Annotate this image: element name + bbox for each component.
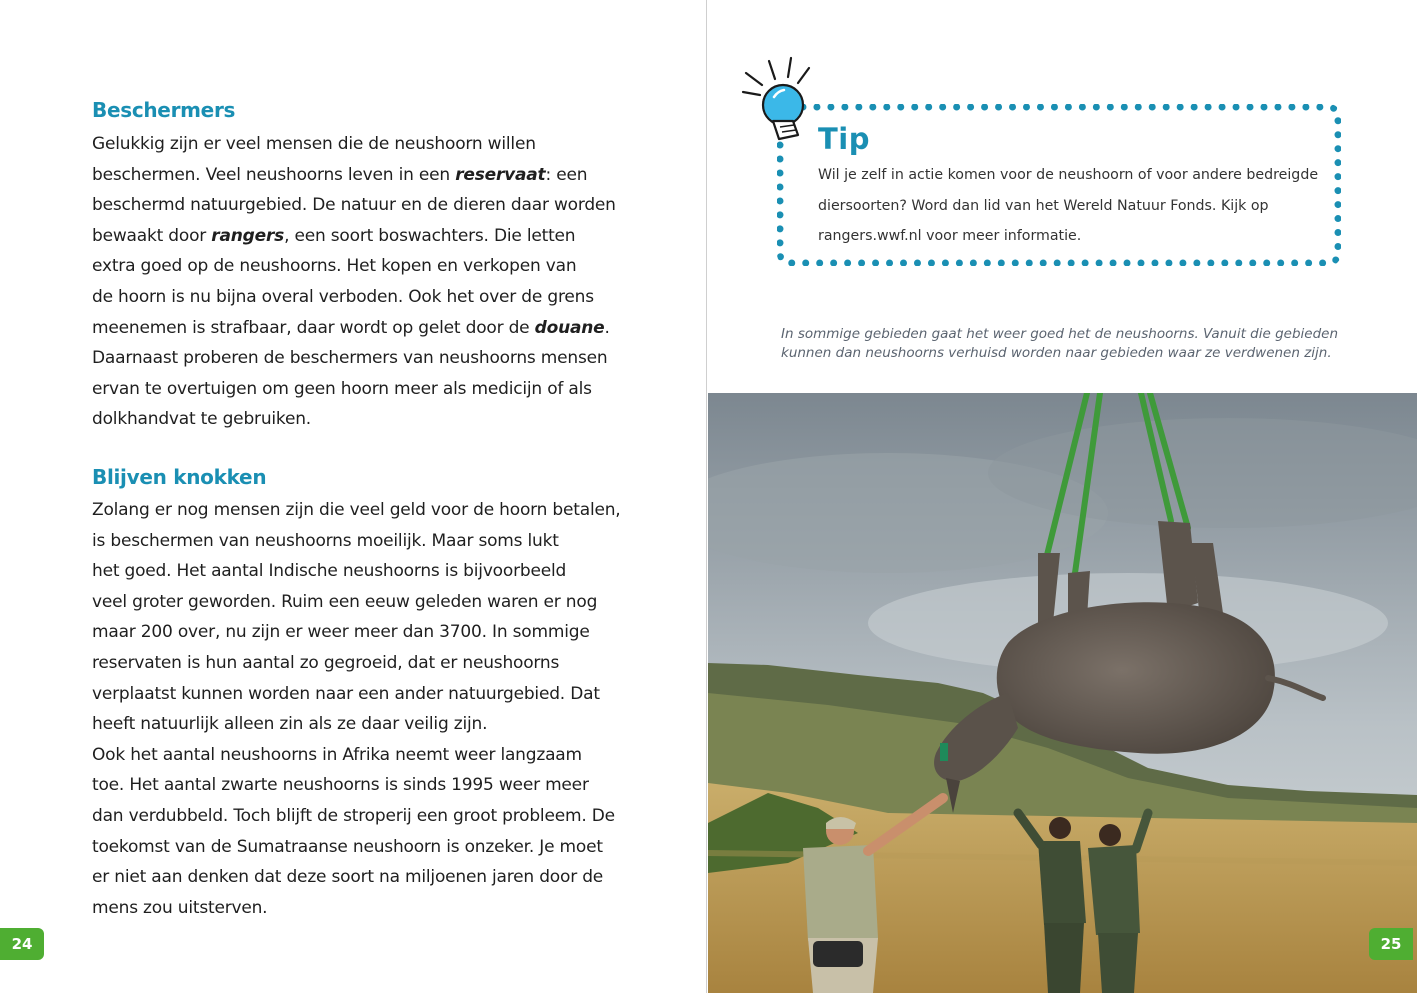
- text-line: beschermd natuurgebied. De natuur en de dieren daar worden: [92, 195, 616, 216]
- text-line: Gelukkig zijn er veel mensen die de neushoorn willen: [92, 134, 536, 154]
- section-heading-blijven-knokken: Blijven knokken: [92, 465, 267, 489]
- text-line: de hoorn is nu bijna overal verboden. Ook het over de grens: [92, 286, 594, 307]
- text-line: het goed. Het aantal Indische neushoorns is bijvoorbeeld: [92, 561, 567, 582]
- text-line: mens zou uitsterven.: [92, 897, 268, 918]
- keyword-rangers: rangers: [211, 225, 285, 246]
- text-line: er niet aan denken dat deze soort na miljoenen jaren door de: [92, 867, 604, 888]
- text-line: Ook het aantal neushoorns in Afrika neemt weer langzaam: [92, 744, 582, 765]
- text-line: heeft natuurlijk alleen zin als ze daar veilig zijn.: [92, 714, 488, 735]
- photo-illustration: [708, 393, 1417, 993]
- keyword-douane: douane: [534, 317, 605, 338]
- text-line: verplaatst kunnen worden naar een ander natuurgebied. Dat: [92, 683, 600, 704]
- page-gutter: [706, 0, 707, 993]
- text-line: is beschermen van neushoorns moeilijk. Maar soms lukt: [92, 530, 559, 551]
- photo-caption: [781, 325, 1381, 363]
- section-heading-beschermers: Beschermers: [92, 98, 236, 122]
- caption-line: In sommige gebieden gaat het weer goed het de neushoorns. Vanuit die gebieden: [781, 326, 1339, 342]
- text-line: meenemen is strafbaar, daar wordt op gelet door de douane.: [92, 317, 610, 338]
- text-line: toekomst van de Sumatraanse neushoorn is onzeker. Je moet: [92, 836, 603, 857]
- rhino-airlift-photo: [708, 393, 1417, 993]
- text-line: beschermen. Veel neushoorns leven in een reservaat: een: [92, 164, 588, 185]
- text-line: ervan te overtuigen om geen hoorn meer als medicijn of als: [92, 378, 592, 399]
- caption-line: kunnen dan neushoorns verhuisd worden naar gebieden waar ze verdwenen zijn.: [781, 345, 1332, 361]
- text-line: reservaten is hun aantal zo gegroeid, dat er neushoorns: [92, 652, 560, 673]
- text-line: extra goed op de neushoorns. Het kopen en verkopen van: [92, 256, 577, 277]
- text-line: toe. Het aantal zwarte neushoorns is sinds 1995 weer meer: [92, 775, 589, 796]
- page-number-right: 25: [1369, 928, 1413, 960]
- text-line: maar 200 over, nu zijn er weer meer dan 3700. In sommige: [92, 622, 590, 643]
- text-line: veel groter geworden. Ruim een eeuw geleden waren er nog: [92, 591, 598, 612]
- tip-line: diersoorten? Word dan lid van het Wereld Natuur Fonds. Kijk op: [818, 197, 1269, 214]
- tip-title: Tip: [818, 122, 870, 156]
- lightbulb-icon: [738, 55, 818, 147]
- text-line: bewaakt door rangers, een soort boswachters. Die letten: [92, 225, 576, 246]
- text-line: dolkhandvat te gebruiken.: [92, 409, 311, 430]
- keyword-reservaat: reservaat: [455, 164, 546, 185]
- text-line: dan verdubbeld. Toch blijft de stroperij een groot probleem. De: [92, 805, 615, 826]
- section-body-beschermers: [92, 129, 627, 435]
- tip-line: Wil je zelf in actie komen voor de neushoorn of voor andere bedreigde: [818, 167, 1319, 183]
- text-line: Zolang er nog mensen zijn die veel geld voor de hoorn betalen,: [92, 500, 621, 520]
- tip-line: rangers.wwf.nl voor meer informatie.: [818, 228, 1082, 244]
- section-body-blijven-knokken: [92, 495, 627, 923]
- page-number-left: 24: [0, 928, 44, 960]
- text-line: Daarnaast proberen de beschermers van neushoorns mensen: [92, 348, 608, 369]
- tip-text: [818, 160, 1318, 252]
